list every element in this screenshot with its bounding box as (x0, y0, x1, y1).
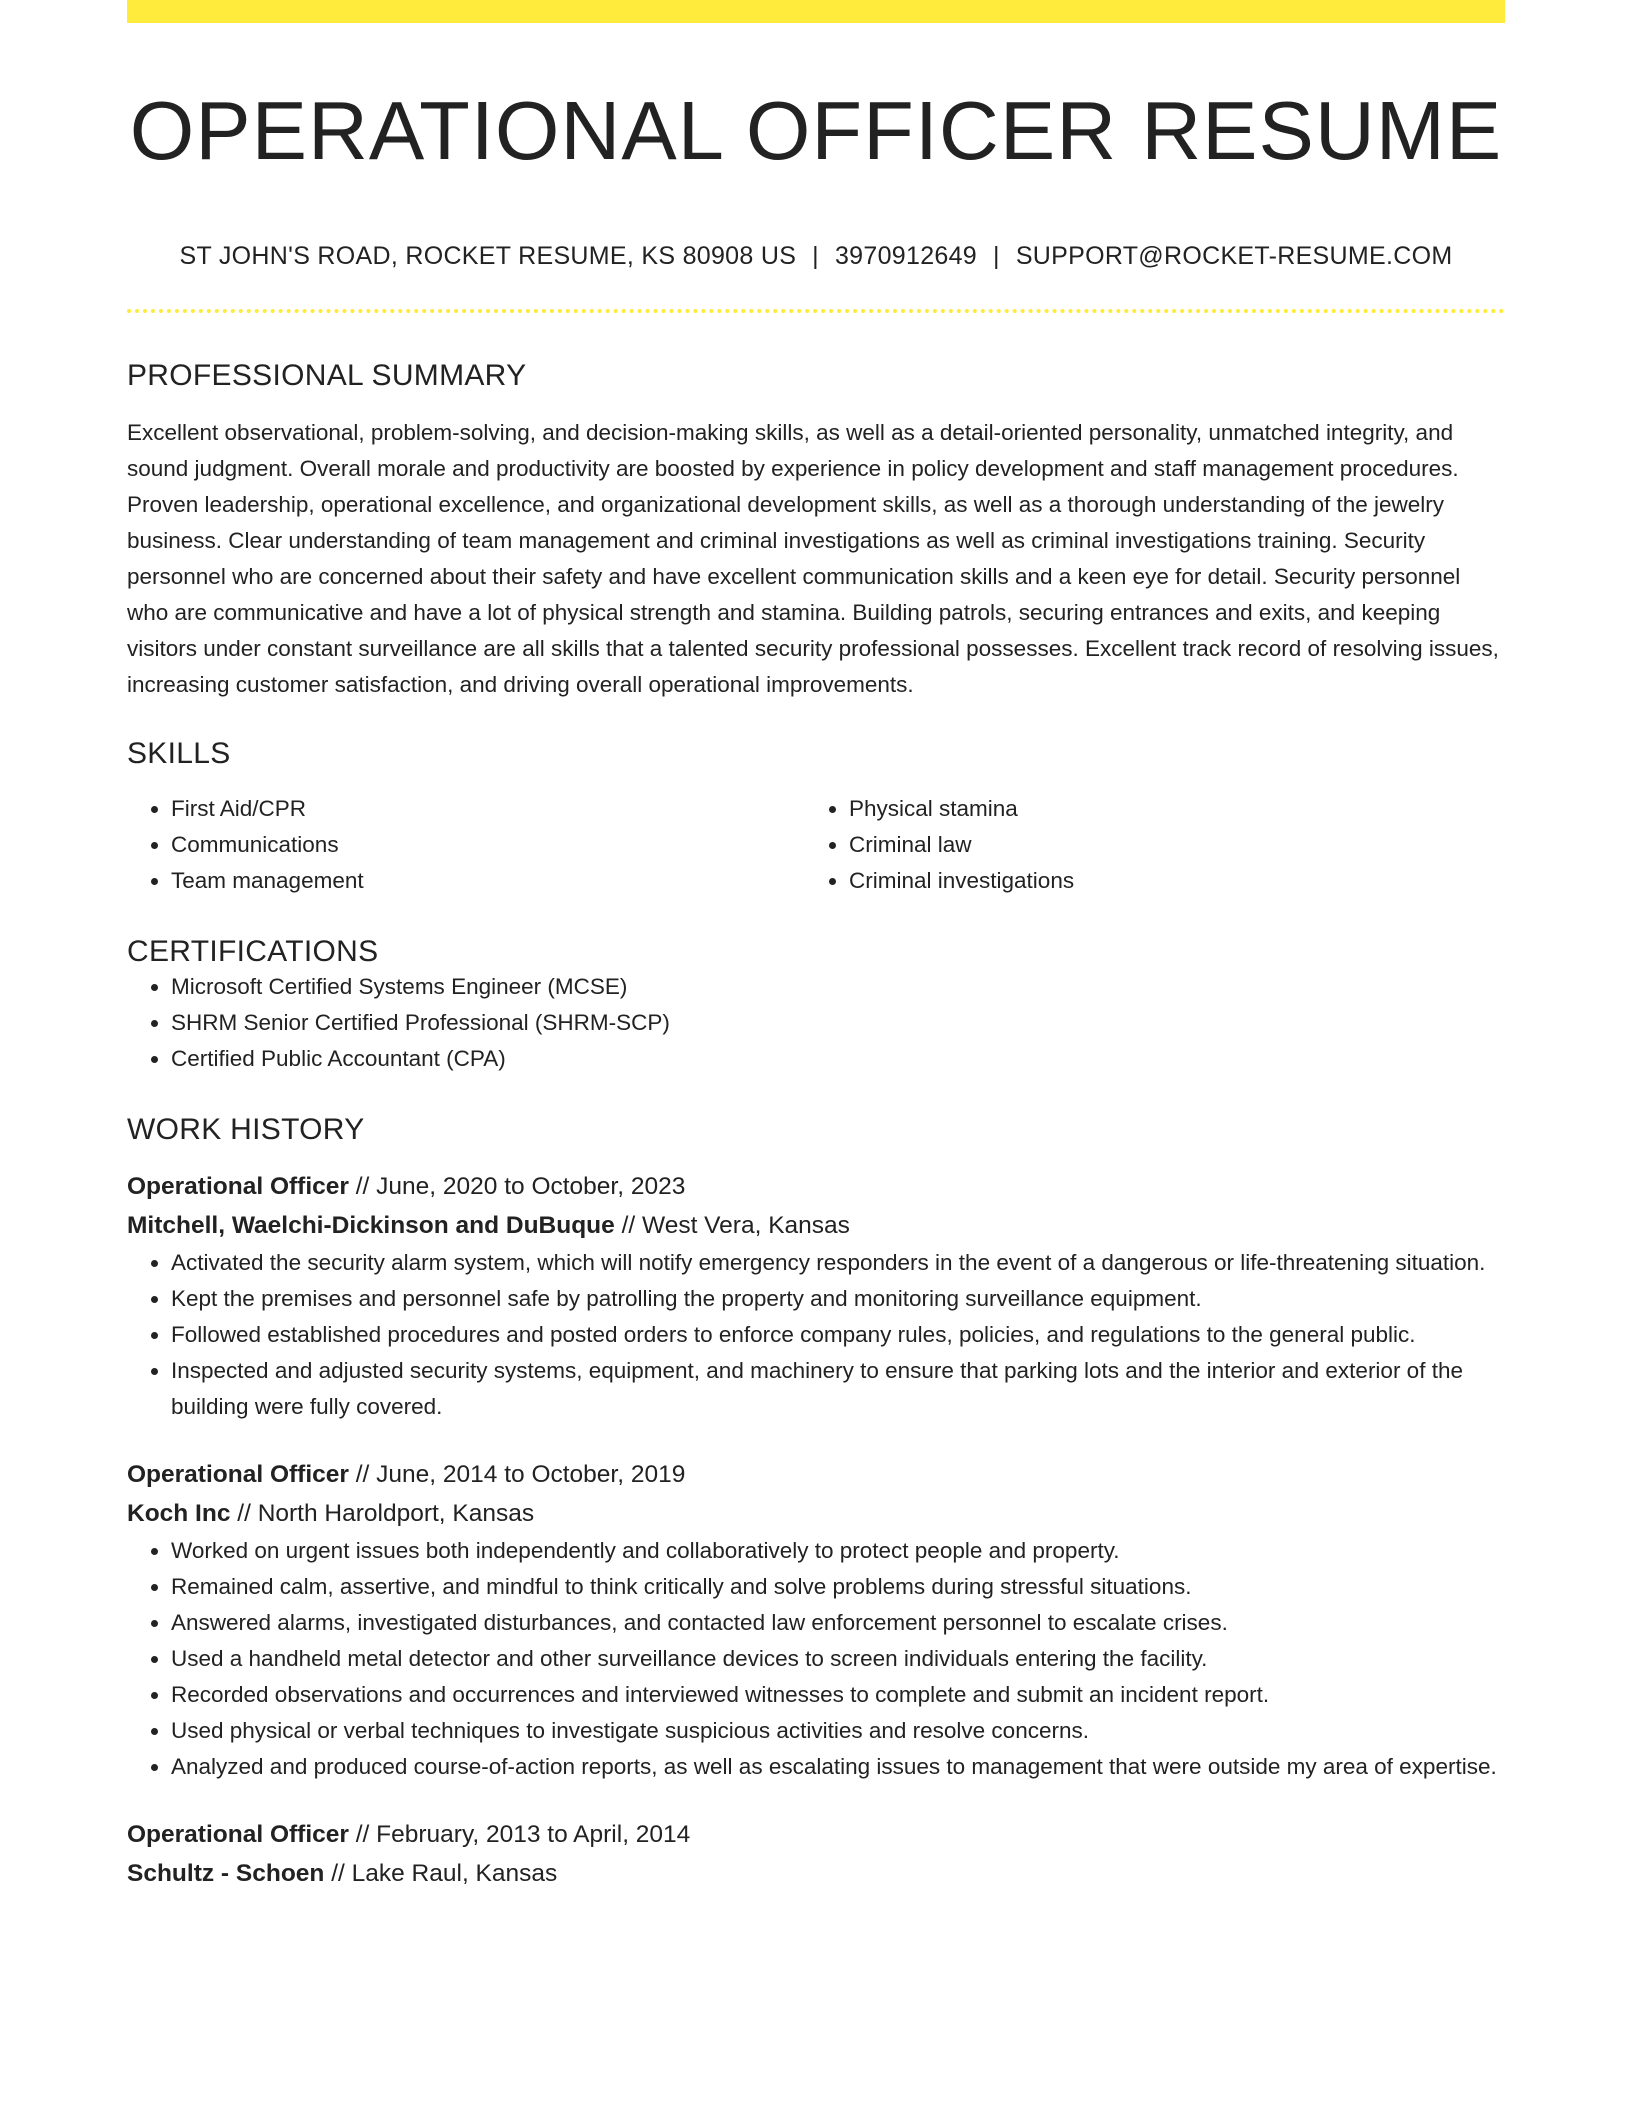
job-dates: // February, 2013 to April, 2014 (355, 1821, 691, 1849)
job-bullet: • Recorded observations and occurrences and interviewed witnesses to complete and submit an incident report. (171, 1677, 1505, 1713)
job-role-line (127, 1815, 1505, 1854)
job-bullet: • Remained calm, assertive, and mindful to think critically and solve problems during stressful situations. (171, 1569, 1505, 1605)
job-company-line (127, 1206, 1505, 1245)
work-history-heading: WORK HISTORY (127, 1113, 365, 1147)
job-role-line (127, 1455, 1505, 1494)
job-bullets (127, 1245, 1505, 1425)
certification-item: • SHRM Senior Certified Professional (SHRM-SCP) (171, 1005, 1505, 1041)
job-company: Mitchell, Waelchi-Dickinson and DuBuque (127, 1212, 615, 1240)
job-role: Operational Officer (127, 1461, 349, 1489)
job-role: Operational Officer (127, 1821, 349, 1849)
job-bullet: • Analyzed and produced course-of-action reports, as well as escalating issues to management that were outside my area of expertise. (171, 1749, 1505, 1785)
skills-column-right (805, 791, 1483, 899)
job-location: // North Haroldport, Kansas (237, 1500, 535, 1528)
skills-column-left (127, 791, 805, 899)
summary-text: Excellent observational, problem-solving, and decision-making skills, as well as a detail-oriented personality, unmatched integrity, and sound judgment. Overall morale and productivity are boosted by experience in policy development and staff management procedures. Proven leadership, operational excellence, and organizational development skills, as well as a thorough understanding of the jewelry business. Clear understanding of team management and criminal investigations as well as criminal investigations training. Security personnel who are concerned about their safety and have excellent communication skills and a keen eye for detail. Security personnel who are communicative and have a lot of physical strength and stamina. Building patrols, securing entrances and exits, and keeping visitors under constant surveillance are all skills that a talented security professional possesses. Excellent track record of resolving issues, increasing customer satisfaction, and driving overall operational improvements. (127, 420, 1499, 698)
skill-item: • Criminal law (849, 827, 1483, 863)
job-company: Schultz - Schoen (127, 1860, 325, 1888)
job-bullet: • Kept the premises and personnel safe by patrolling the property and monitoring surveillance equipment. (171, 1281, 1505, 1317)
contact-address: ST JOHN'S ROAD, ROCKET RESUME, KS 80908 US (179, 242, 797, 271)
skill-item: • Team management (171, 863, 805, 899)
contact-phone: 3970912649 (834, 242, 978, 271)
job-dates: // June, 2020 to October, 2023 (355, 1173, 686, 1201)
job-location: // Lake Raul, Kansas (331, 1860, 558, 1888)
job-bullet: • Answered alarms, investigated disturbances, and contacted law enforcement personnel to escalate crises. (171, 1605, 1505, 1641)
summary-heading: PROFESSIONAL SUMMARY (127, 359, 527, 393)
job-dates: // June, 2014 to October, 2019 (355, 1461, 686, 1489)
job-bullet: • Worked on urgent issues both independently and collaboratively to protect people and property. (171, 1533, 1505, 1569)
skills-heading: SKILLS (127, 737, 231, 771)
skill-item: • Physical stamina (849, 791, 1483, 827)
job-entry (127, 1815, 1505, 1893)
contact-separator: | (812, 242, 819, 271)
skills-grid (127, 791, 1505, 899)
job-company-line (127, 1494, 1505, 1533)
contact-email: SUPPORT@ROCKET-RESUME.COM (1015, 242, 1453, 271)
certification-item: • Microsoft Certified Systems Engineer (MCSE) (171, 969, 1505, 1005)
job-location: // West Vera, Kansas (621, 1212, 850, 1240)
job-company-line (127, 1854, 1505, 1893)
skill-item: • Criminal investigations (849, 863, 1483, 899)
job-bullet: • Followed established procedures and posted orders to enforce company rules, policies, and regulations to the general public. (171, 1317, 1505, 1353)
job-bullet: • Inspected and adjusted security systems, equipment, and machinery to ensure that parking lots and the interior and exterior of the building were fully covered. (171, 1353, 1505, 1425)
certification-item: • Certified Public Accountant (CPA) (171, 1041, 1505, 1077)
resume-page (127, 0, 1505, 1893)
job-entry (127, 1455, 1505, 1785)
resume-title: OPERATIONAL OFFICER RESUME (129, 84, 1503, 177)
job-bullet: • Used physical or verbal techniques to investigate suspicious activities and resolve concerns. (171, 1713, 1505, 1749)
job-company: Koch Inc (127, 1500, 231, 1528)
dotted-divider (127, 309, 1505, 313)
job-bullet: • Activated the security alarm system, which will notify emergency responders in the event of a dangerous or life-threatening situation. (171, 1245, 1505, 1281)
contact-line (127, 242, 1505, 271)
skill-item: • Communications (171, 827, 805, 863)
job-bullets (127, 1533, 1505, 1785)
job-bullet: • Used a handheld metal detector and other surveillance devices to screen individuals entering the facility. (171, 1641, 1505, 1677)
accent-bar (127, 0, 1505, 23)
job-role-line (127, 1167, 1505, 1206)
job-role: Operational Officer (127, 1173, 349, 1201)
job-entry (127, 1167, 1505, 1425)
contact-separator: | (993, 242, 1000, 271)
skill-item: • First Aid/CPR (171, 791, 805, 827)
certifications-heading: CERTIFICATIONS (127, 935, 379, 969)
certifications-list (127, 969, 1505, 1077)
